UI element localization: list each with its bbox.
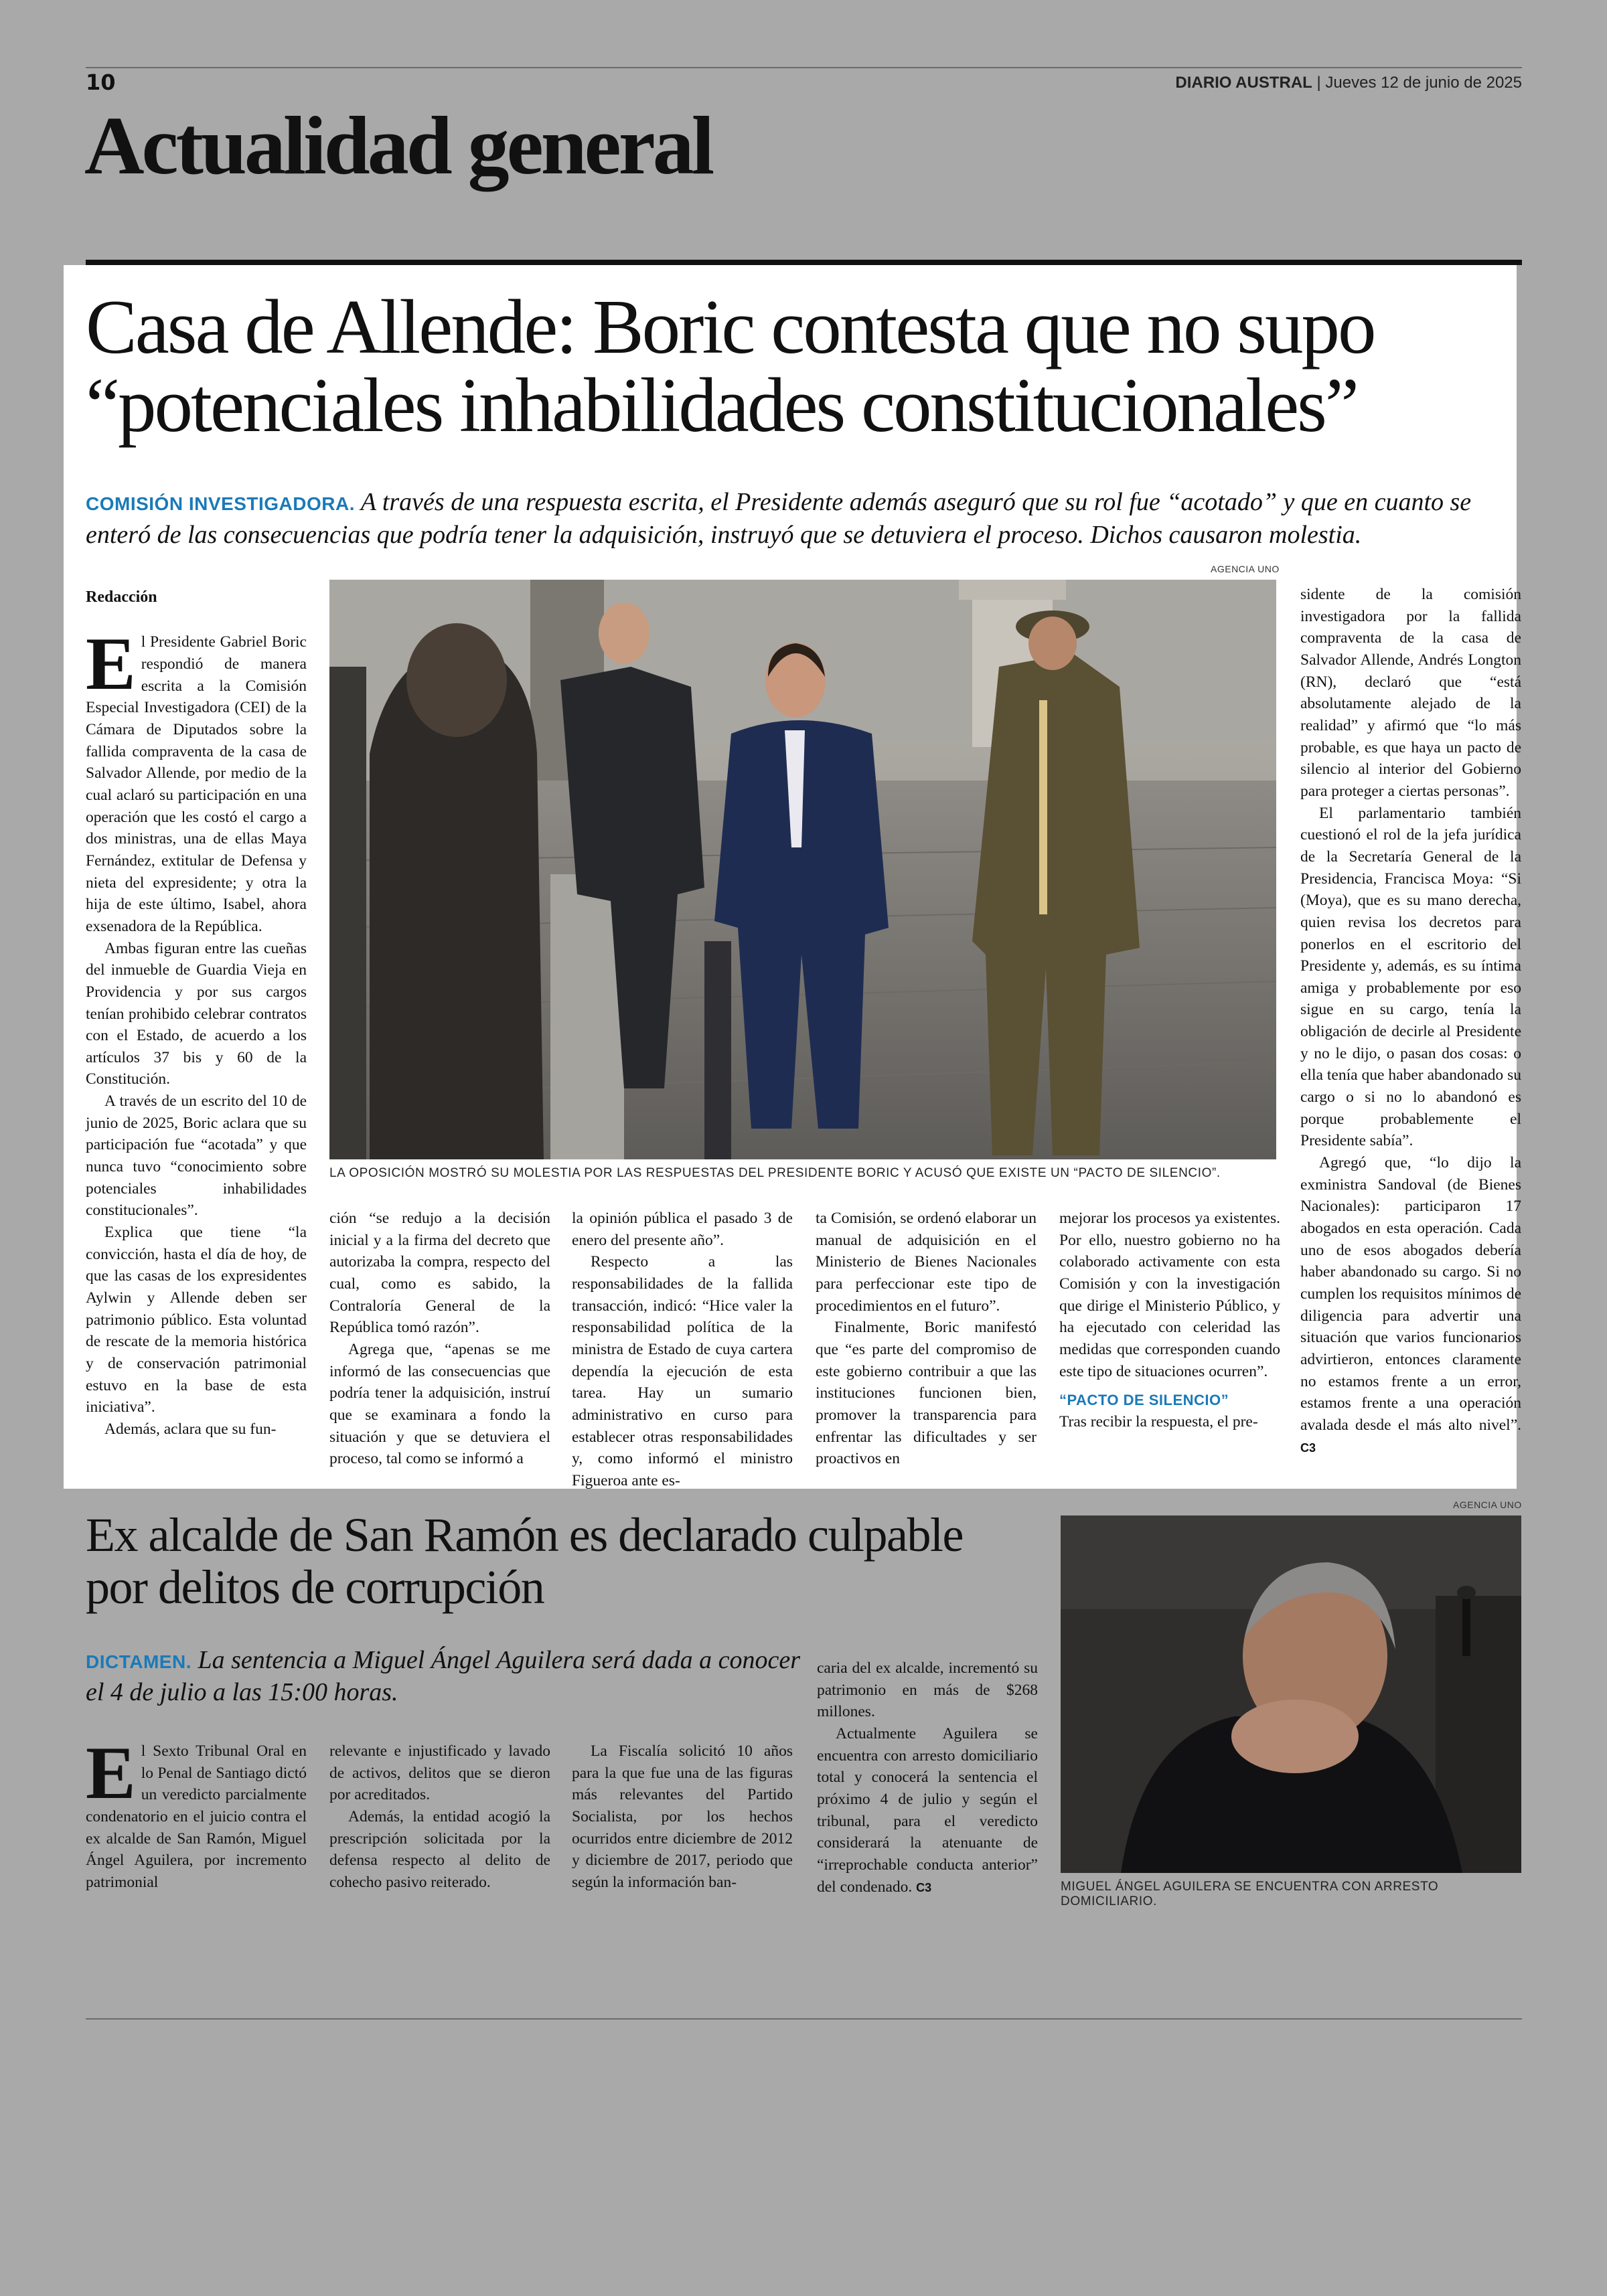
article2-column-4 [817,1657,1038,1898]
bottom-rule [86,2018,1522,2020]
byline: Redacción [86,588,157,606]
paragraph: Respecto a las responsabilidades de la fallida transacción, indicó: “Hice valer la responsabilidad política de la ministra de Estado de cuya cartera dependía la ejecución de esta tarea. Hay un sumario administrativo en curso para establecer otras responsabilidades y, como informó el ministro Figueroa ante es- [572,1253,793,1489]
paragraph [817,1723,1038,1898]
president-photo [329,580,1276,1159]
paragraph: ta Comisión, se ordenó elaborar un manual de adquisición en el Ministerio de Bienes Nacionales para perfeccionar este tipo de procedimientos en el futuro”. [816,1210,1037,1315]
dropcap: E [86,1732,136,1815]
paragraph: ción “se redujo a la decisión inicial y a la firma del decreto que autorizaba la compra, respecto del cual, como es sabido, la Contraloría General de la República tomó razón”. [329,1210,550,1337]
main-kicker: COMISIÓN INVESTIGADORA. [86,493,355,514]
second-kicker: DICTAMEN. [86,1651,192,1672]
section-title: Actualidad general [84,100,712,191]
paragraph: caria del ex alcalde, incrementó su patrimonio en más de $268 millones. [817,1659,1038,1721]
article1-lead-paragraph [86,623,307,937]
article2-column-2 [329,1740,550,1894]
article2-lead-paragraph [86,1732,307,1894]
paragraph: mejorar los procesos ya existentes. Por ello, nuestro gobierno no ha colaborado activamente con esta Comisión y con la investigación que dirige el Ministerio Público, y ha ejecutado con celeridad las medidas que corresponden cuando este tipo de situaciones ocurren”. [1059,1210,1280,1380]
article1-column-3 [572,1208,793,1492]
paragraph-text: Agregó que, “lo dijo la exministra Sandoval (de Bienes Nacionales): participaron 17 abogados en esta operación. Cada uno de esos abogados debería haber abandonado su cargo. Si no cumplen los requisitos mínimos de diligencia para advertir una situación que varios funcionarios advirtieron, entonces claramente no estamos frente a un error, estamos frente a una operación avalada desde el más alto nivel”. [1300,1154,1521,1434]
masthead [1175,74,1522,92]
article2-column-3 [572,1740,793,1894]
page-number: 10 [86,70,116,95]
paragraph: Explica que tiene “la convicción, hasta el día de hoy, de que las casas de los expresidentes Aylwin y Allende deben ser patrimonio público. Esta voluntad de rescate de la memoria histórica y de conservación patrimonial estuvo en la base de esta iniciativa”. [86,1224,307,1416]
photo-credit: AGENCIA UNO [1211,564,1280,574]
aguilera-photo-illustration [1061,1515,1521,1873]
main-photo-caption: LA OPOSICIÓN MOSTRÓ SU MOLESTIA POR LAS RESPUESTAS DEL PRESIDENTE BORIC Y ACUSÓ QUE EXISTE UN “PACTO DE SILENCIO”. [329,1166,1221,1180]
paragraph: Tras recibir la respuesta, el pre- [1059,1412,1258,1430]
publication-name: DIARIO AUSTRAL [1175,74,1312,92]
article1-column-2 [329,1208,550,1470]
article-top-rule [86,260,1522,265]
main-deck-text: A través de una respuesta escrita, el Presidente además aseguró que su rol fue “acotado” y que en cuanto se enteró de las consecuencias que podría tener la adquisición, instruyó que se detuviera el proceso. Dichos causaron molestia. [86,488,1472,550]
second-photo-caption: MIGUEL ÁNGEL AGUILERA SE ENCUENTRA CON ARRESTO DOMICILIARIO. [1061,1880,1439,1908]
paragraph-text: Actualmente Aguilera se encuentra con arresto domiciliario total y conocerá la sentencia el próximo 4 de julio y según el tribunal, para el veredicto considerará la atenuante de “irreprochable conducta anterior” del condenado. [817,1724,1038,1896]
subhead-pacto: “PACTO DE SILENCIO” [1059,1392,1229,1409]
article1-column-5 [1059,1208,1280,1432]
paragraph: A través de un escrito del 10 de junio de 2025, Boric aclara que su participación fue “acotada” y que nunca tuvo “conocimiento sobre potenciales inhabilidades constitucionales”. [86,1092,307,1220]
second-headline: Ex alcalde de San Ramón es declarado culpable por delitos de corrupción [86,1508,963,1614]
second-deck [86,1644,822,1709]
masthead-separator: | [1316,74,1326,92]
second-deck-text: La sentencia a Miguel Ángel Aguilera será dada a conocer el 4 de julio a las 15:00 horas. [86,1646,800,1707]
main-deck [86,486,1519,552]
paragraph: El parlamentario también cuestionó el rol de la jefa jurídica de la Secretaría General de la Presidencia, Francisca Moya: “Si (Moya), que es su mano derecha, quien revisa los decretos para ponerlos en el escritorio del Presidente y, además, es su íntima amiga y probablemente por eso sigue en su cargo, tenía la obligación de decirle al Presidente y no le dijo, o pasan dos cosas: o ella tenía que haber abandonado su cargo o si no lo abandonó es porque probablemente el Presidente sabía”. [1300,804,1521,1150]
paragraph: Además, aclara que su fun- [104,1420,277,1438]
article2-column-1 [86,1732,307,1894]
end-mark: C3 [916,1880,932,1894]
president-photo-illustration [329,580,1276,1159]
end-mark: C3 [1300,1441,1316,1455]
dropcap: E [86,623,136,706]
article1-column-1 [86,586,307,1441]
photo-credit: AGENCIA UNO [1453,1499,1522,1510]
paragraph [1300,1152,1521,1458]
article1-column-6 [1300,584,1521,1458]
paragraph: Agrega que, “apenas se me informó de las consecuencias que podría tener la adquisición, instruí que se examinara a fondo la situación y que se detuviera el proceso, tal como se informó a [329,1340,550,1468]
top-rule [86,67,1522,68]
paragraph-text: l Sexto Tribunal Oral en lo Penal de Santiago dictó un veredicto parcialmente condenatorio en el juicio contra el ex alcalde de San Ramón, Miguel Ángel Aguilera, por incremento patrimonial [86,1742,307,1891]
paragraph: Finalmente, Boric manifestó que “es parte del compromiso de este gobierno contribuir a que las instituciones funcionen bien, promover la transparencia para enfrentar las dificultades y ser proactivos en [816,1319,1037,1468]
aguilera-photo [1061,1515,1521,1873]
paragraph: relevante e injustificado y lavado de activos, delitos que se dieron por acreditados. [329,1742,550,1804]
main-headline: Casa de Allende: Boric contesta que no supo “potenciales inhabilidades constitucionales” [86,284,1375,448]
paragraph-text: l Presidente Gabriel Boric respondió de manera escrita a la Comisión Especial Investigadora (CEI) de la Cámara de Diputados sobre la fallida compraventa de la casa de Salvador Allende, por medio de la cual aclaró su participación en una operación que les costó el cargo a dos ministras, una de ellas Maya Fernández, extitular de Defensa y nieta del expresidente; y otra la hija de este último, Isabel, ahora exsenadora de la República. [86,633,307,935]
paragraph: la opinión pública el pasado 3 de enero del presente año”. [572,1210,793,1249]
issue-date: Jueves 12 de junio de 2025 [1325,74,1522,92]
article1-column-4 [816,1208,1037,1470]
paragraph: La Fiscalía solicitó 10 años para la que fue una de las figuras más relevantes del Partido Socialista, por los hechos ocurridos entre diciembre de 2012 y diciembre de 2017, periodo que según la información ban- [572,1742,793,1891]
paragraph: Ambas figuran entre las cueñas del inmueble de Guardia Vieja en Providencia y por sus cargos tenían prohibido celebrar contratos con el Estado, de acuerdo a los artículos 37 bis y 60 de la Constitución. [86,939,307,1088]
paragraph: Además, la entidad acogió la prescripción solicitada por la defensa respecto al delito de cohecho pasivo reiterado. [329,1807,550,1891]
paragraph: sidente de la comisión investigadora por la fallida compraventa de la casa de Salvador Allende, Andrés Longton (RN), declaró que “está absolutamente alejado de la realidad” y afirmó que “lo más probable, es que haya un pacto de silencio al interior del Gobierno para proteger a ciertas personas”. [1300,586,1521,800]
